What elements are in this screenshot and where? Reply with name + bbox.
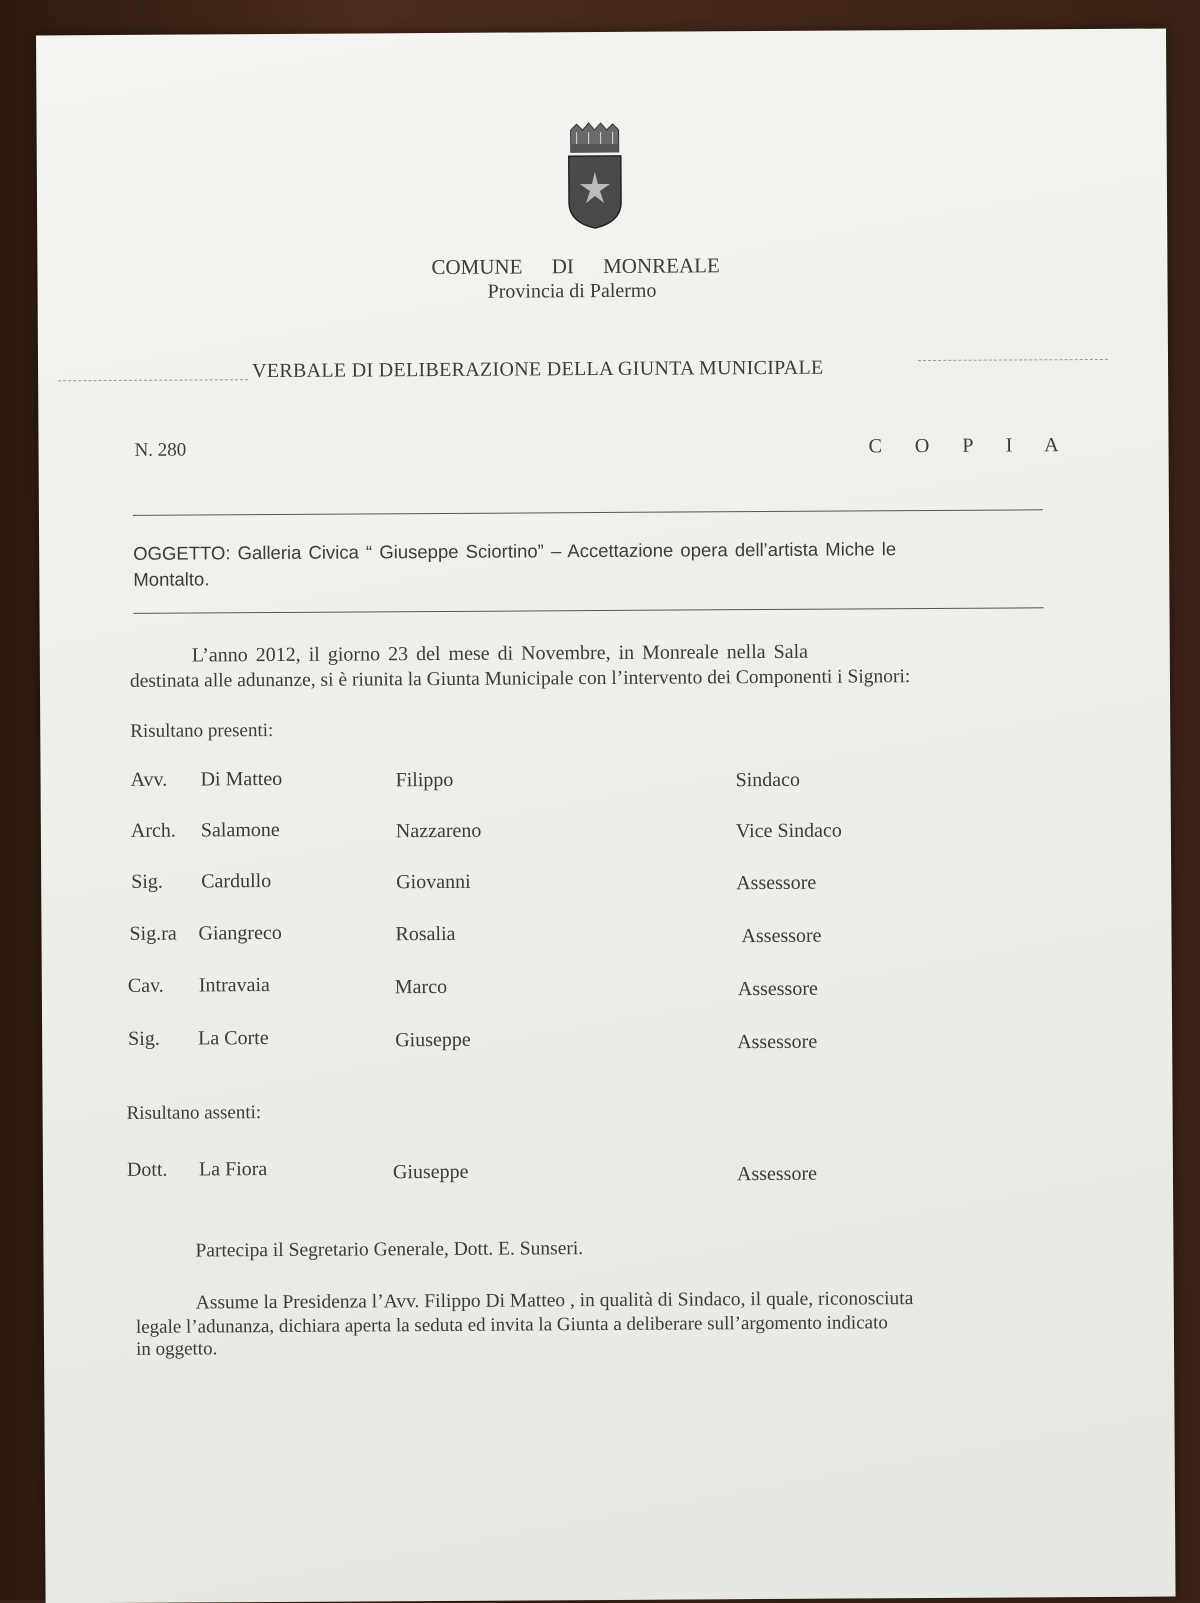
member-name: Giovanni <box>396 871 471 894</box>
member-name: Marco <box>395 976 447 999</box>
intro-line-2: destinata alle adunanze, si è riunita la Giunta Municipale con l’intervento dei Componenti i Signori: <box>130 666 910 693</box>
member-role: Assessore <box>737 1163 817 1186</box>
member-role: Assessore <box>738 978 818 1001</box>
copia-label: C O P I A <box>868 434 1072 458</box>
presenti-label: Risultano presenti: <box>130 720 273 743</box>
presidenza-line-3: in oggetto. <box>136 1338 217 1360</box>
member-role: Assessore <box>737 1031 817 1054</box>
partecipa-text: Partecipa il Segretario Generale, Dott. E. Sunseri. <box>195 1238 583 1262</box>
member-role: Assessore <box>736 872 816 895</box>
member-name: Nazzareno <box>396 820 482 844</box>
member-surname: La Fiora <box>199 1158 267 1181</box>
member-role: Assessore <box>741 925 821 948</box>
member-title: Cav. <box>128 975 164 998</box>
oggetto-top-rule <box>133 509 1043 516</box>
assenti-label: Risultano assenti: <box>127 1102 262 1125</box>
document-page <box>36 29 1176 1603</box>
municipal-crest-icon <box>565 122 626 232</box>
member-title: Avv. <box>130 769 167 792</box>
member-role: Sindaco <box>736 769 801 792</box>
member-name: Giuseppe <box>395 1029 471 1052</box>
oggetto-line-1: OGGETTO: Galleria Civica “ Giuseppe Sciortino” – Accettazione opera dell’artista Miche le <box>133 538 896 565</box>
title-right-line <box>918 359 1108 361</box>
oggetto-bottom-rule <box>134 607 1044 614</box>
member-role: Vice Sindaco <box>736 820 842 844</box>
member-surname: Giangreco <box>198 922 281 946</box>
member-title: Sig. <box>128 1028 160 1051</box>
member-title: Sig.ra <box>129 923 176 946</box>
member-surname: Salamone <box>201 819 280 842</box>
oggetto-line-2: Montalto. <box>133 568 209 590</box>
presidenza-line-1: Assume la Presidenza l’Avv. Filippo Di Matteo , in qualità di Sindaco, il quale, riconosciuta <box>196 1288 914 1314</box>
comune-title: COMUNE DI MONREALE <box>431 253 719 280</box>
member-surname: Di Matteo <box>200 768 282 791</box>
provincia-subtitle: Provincia di Palermo <box>488 280 657 304</box>
document-title: VERBALE DI DELIBERAZIONE DELLA GIUNTA MUNICIPALE <box>252 357 824 383</box>
member-name: Giuseppe <box>393 1161 469 1184</box>
member-title: Dott. <box>127 1159 168 1182</box>
member-name: Rosalia <box>395 923 455 946</box>
member-surname: Cardullo <box>201 870 271 893</box>
member-title: Sig. <box>131 871 163 894</box>
member-surname: La Corte <box>198 1027 269 1050</box>
intro-line-1: L’anno 2012, il giorno 23 del mese di Novembre, in Monreale nella Sala <box>192 641 808 668</box>
delibera-number: N. 280 <box>134 440 186 462</box>
title-left-line <box>58 379 248 381</box>
member-name: Filippo <box>395 769 453 792</box>
member-surname: Intravaia <box>199 974 270 997</box>
presidenza-line-2: legale l’adunanza, dichiara aperta la seduta ed invita la Giunta a deliberare sull’argomento indicato <box>136 1312 888 1339</box>
member-title: Arch. <box>131 820 176 843</box>
